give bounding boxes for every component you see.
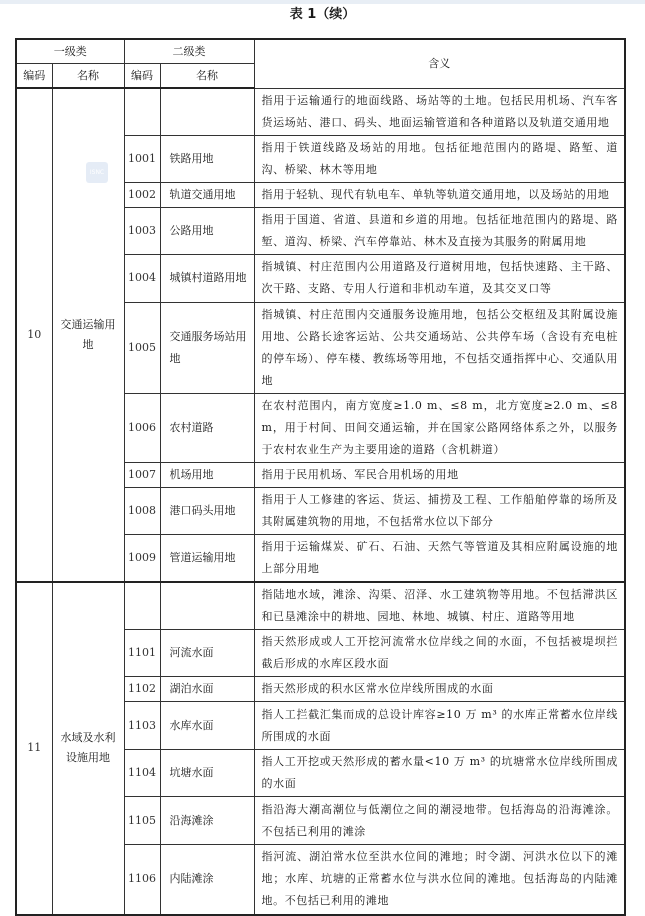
level2-name: 管道运输用地 — [160, 534, 254, 582]
level2-code: 1008 — [124, 487, 160, 534]
level2-description: 指用于轻轨、现代有轨电车、单轨等轨道交通用地，以及场站的用地 — [254, 182, 625, 207]
level2-description: 指城镇、村庄范围内公用道路及行道树用地，包括快速路、主干路、次干路、支路、专用人行道和非机动车道，及其交叉口等 — [254, 254, 625, 302]
level2-description: 指沿海大潮高潮位与低潮位之间的潮浸地带。包括海岛的沿海滩涂。不包括已利用的滩涂 — [254, 797, 625, 845]
level2-code: 1105 — [124, 797, 160, 845]
level2-name: 轨道交通用地 — [160, 182, 254, 207]
level2-name-empty — [160, 88, 254, 135]
level1-description: 指用于运输通行的地面线路、场站等的土地。包括民用机场、汽车客货运场站、港口、码头、地面运输管道和各种道路以及轨道交通用地 — [254, 88, 625, 135]
level2-code: 1106 — [124, 845, 160, 915]
level2-code: 1009 — [124, 534, 160, 582]
level2-code: 1103 — [124, 702, 160, 750]
level2-description: 指用于人工修建的客运、货运、捕捞及工程、工作船舶停靠的场所及其附属建筑物的用地，不包括常水位以下部分 — [254, 487, 625, 534]
top-bar — [0, 0, 645, 4]
level2-name: 机场用地 — [160, 462, 254, 487]
header-level2-name: 名称 — [160, 64, 254, 89]
level2-description: 指用于民用机场、军民合用机场的用地 — [254, 462, 625, 487]
level2-description: 指天然形成的积水区常水位岸线所围成的水面 — [254, 677, 625, 702]
watermark-logo-icon: ISNC — [86, 162, 108, 183]
level2-name: 坑塘水面 — [160, 750, 254, 797]
level2-name-empty — [160, 582, 254, 630]
level2-name: 水库水面 — [160, 702, 254, 750]
group-row — [16, 582, 625, 630]
group-row — [16, 88, 625, 135]
level2-name: 城镇村道路用地 — [160, 254, 254, 302]
level2-code: 1001 — [124, 135, 160, 182]
level1-code: 10 — [16, 88, 52, 582]
header-level2: 二级类 — [124, 39, 254, 64]
level1-name: 水域及水利设施用地 — [52, 582, 124, 915]
level2-description: 指用于铁道线路及场站的用地。包括征地范围内的路堤、路堑、道沟、桥梁、林木等用地 — [254, 135, 625, 182]
level1-code: 11 — [16, 582, 52, 915]
level2-code: 1002 — [124, 182, 160, 207]
level2-name: 农村道路 — [160, 393, 254, 462]
level2-code-empty — [124, 88, 160, 135]
header-level1-name: 名称 — [52, 64, 124, 89]
level2-code: 1006 — [124, 393, 160, 462]
level2-code: 1104 — [124, 750, 160, 797]
level2-code: 1003 — [124, 207, 160, 254]
level2-name: 港口码头用地 — [160, 487, 254, 534]
level2-name: 河流水面 — [160, 630, 254, 677]
level2-code-empty — [124, 582, 160, 630]
level2-code: 1007 — [124, 462, 160, 487]
level2-name: 铁路用地 — [160, 135, 254, 182]
level2-code: 1005 — [124, 302, 160, 393]
level2-code: 1004 — [124, 254, 160, 302]
level2-code: 1101 — [124, 630, 160, 677]
level2-name: 内陆滩涂 — [160, 845, 254, 915]
level2-description: 在农村范围内，南方宽度≥1.0 m、≤8 m，北方宽度≥2.0 m、≤8 m，用于村间、田间交通运输，并在国家公路网络体系之外，以服务于农村农业生产为主要用途的道路（含机耕道） — [254, 393, 625, 462]
header-meaning: 含义 — [254, 39, 625, 88]
level2-name: 公路用地 — [160, 207, 254, 254]
level2-description: 指用于国道、省道、县道和乡道的用地。包括征地范围内的路堤、路堑、道沟、桥梁、汽车停靠站、林木及直接为其服务的附属用地 — [254, 207, 625, 254]
level2-description: 指人工拦截汇集而成的总设计库容≥10 万 m³ 的水库正常蓄水位岸线所围成的水面 — [254, 702, 625, 750]
level2-description: 指河流、湖泊常水位至洪水位间的滩地；时令湖、河洪水位以下的滩地；水库、坑塘的正常蓄水位与洪水位间的滩地。包括海岛的内陆滩地。不包括已利用的滩地 — [254, 845, 625, 915]
header-level2-code: 编码 — [124, 64, 160, 89]
level1-description: 指陆地水域，滩涂、沟渠、沼泽、水工建筑物等用地。不包括滞洪区和已垦滩涂中的耕地、园地、林地、城镇、村庄、道路等用地 — [254, 582, 625, 630]
level2-name: 交通服务场站用地 — [160, 302, 254, 393]
header-level1: 一级类 — [16, 39, 124, 64]
level2-description: 指城镇、村庄范围内交通服务设施用地，包括公交枢纽及其附属设施用地、公路长途客运站、公共交通场站、公共停车场（含设有充电桩的停车场）、停车楼、教练场等用地，不包括交通指挥中心、交通队用地 — [254, 302, 625, 393]
level2-description: 指用于运输煤炭、矿石、石油、天然气等管道及其相应附属设施的地上部分用地 — [254, 534, 625, 582]
table-body — [16, 88, 625, 915]
header-row-1 — [16, 39, 625, 64]
level2-description: 指天然形成或人工开挖河流常水位岸线之间的水面，不包括被堤坝拦截后形成的水库区段水面 — [254, 630, 625, 677]
level2-name: 湖泊水面 — [160, 677, 254, 702]
table-caption: 表 1（续） — [289, 7, 356, 22]
level2-description: 指人工开挖或天然形成的蓄水量<10 万 m³ 的坑塘常水位岸线所围成的水面 — [254, 750, 625, 797]
level2-name: 沿海滩涂 — [160, 797, 254, 845]
header-level1-code: 编码 — [16, 64, 52, 89]
level2-code: 1102 — [124, 677, 160, 702]
level1-name: 交通运输用地 — [52, 88, 124, 582]
